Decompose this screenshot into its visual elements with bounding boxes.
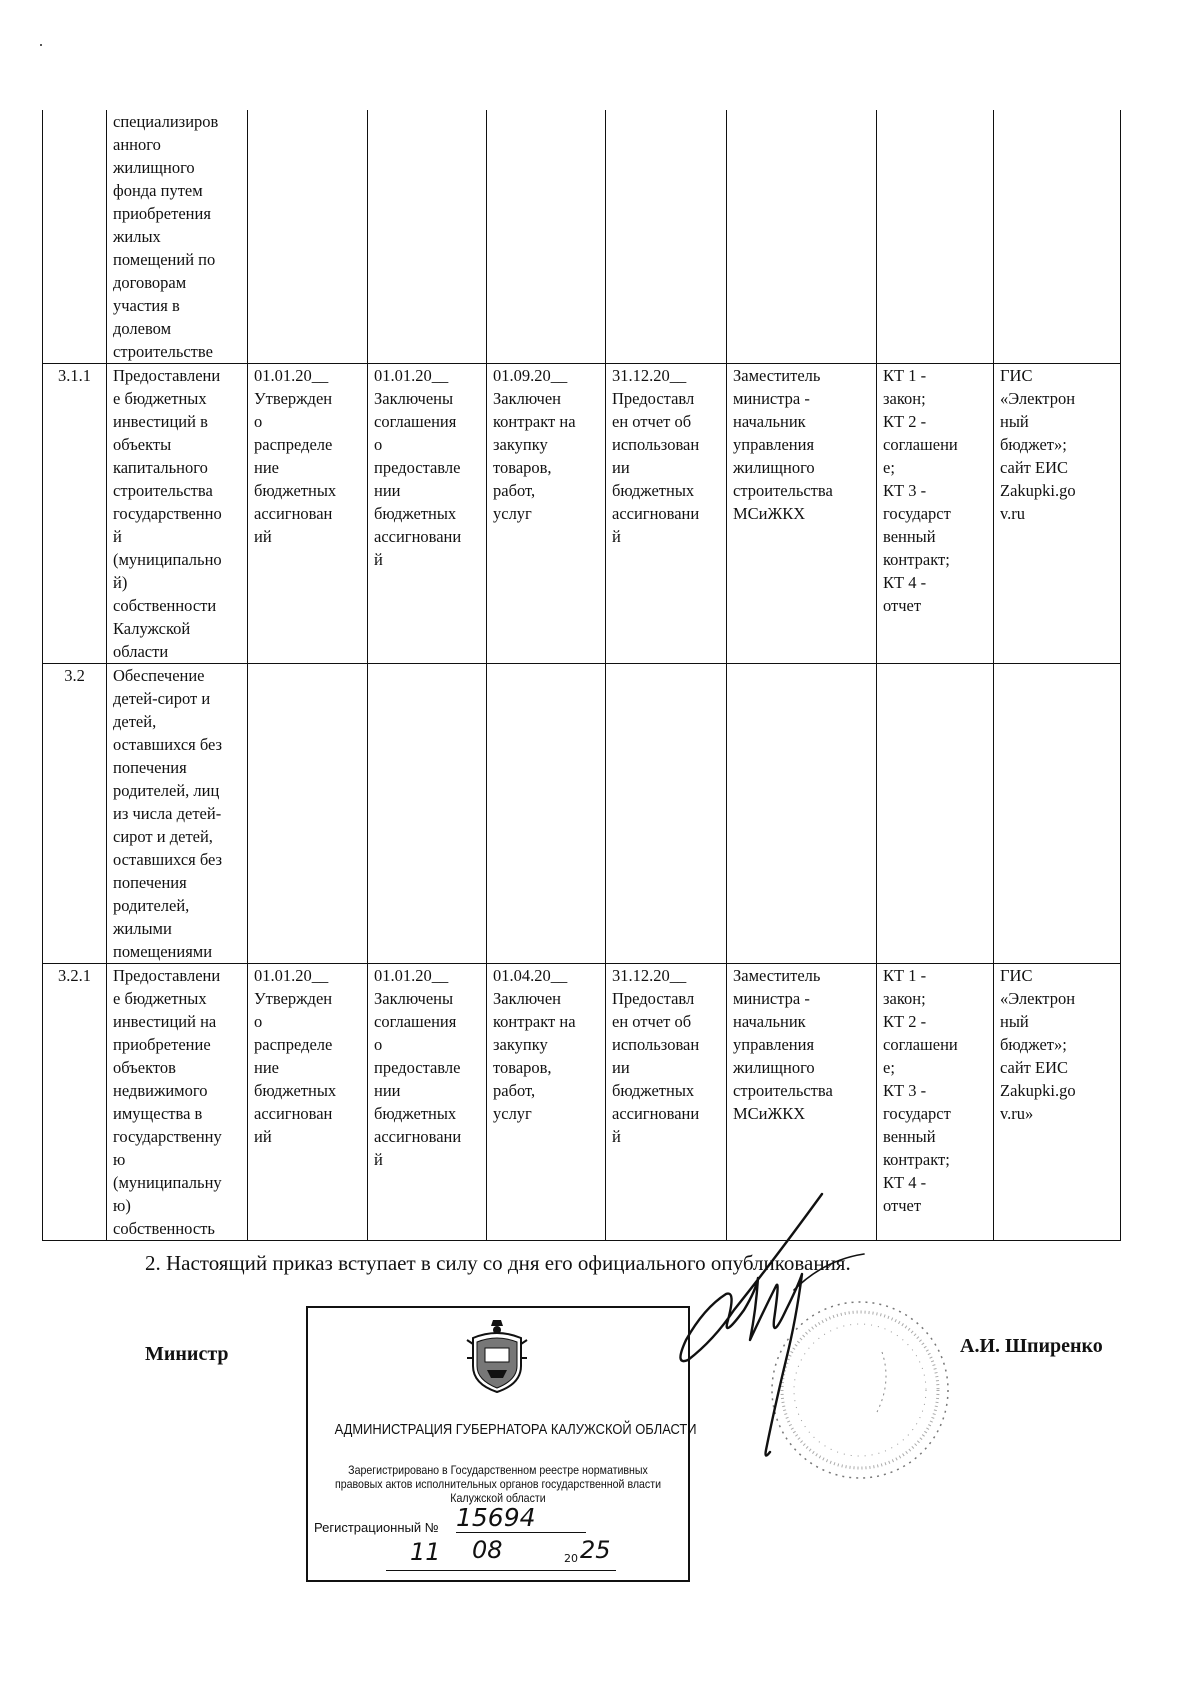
scan-speck	[40, 44, 42, 46]
verification-event-cell	[877, 664, 994, 964]
control-point-2-cell	[368, 110, 487, 364]
measure-name-text: специализиров анного жилищного фонда путем приобретения жилых помещений по договорам участия в долевом строительстве	[113, 112, 219, 361]
control-point-3-cell	[487, 664, 606, 964]
row-number-cell	[43, 364, 107, 664]
control-points-table	[42, 110, 1121, 1241]
stamp-date-month: 08	[472, 1536, 503, 1564]
control-point-2-cell	[368, 664, 487, 964]
measure-name-cell	[107, 364, 248, 664]
control-point-4-cell	[606, 664, 727, 964]
verification-event-cell	[877, 964, 994, 1241]
stamp-registration-date	[386, 1538, 616, 1571]
responsible-person-cell	[727, 364, 877, 664]
control-point-2-cell	[368, 364, 487, 664]
responsible-person-cell	[727, 110, 877, 364]
control-point-1-text: 01.01.20__ Утвержден о распределе ние бюджетных ассигнован ий	[254, 366, 337, 546]
stamp-date-prefix: 20	[564, 1552, 578, 1565]
row-number-text: 3.2	[64, 666, 85, 685]
control-point-4-cell	[606, 110, 727, 364]
stamp-registration-label: Регистрационный №	[314, 1520, 439, 1535]
stamp-registration-text: Зарегистрировано в Государственном реестре нормативных правовых актов исполнительных органов государственной власти Калужской области	[334, 1463, 662, 1505]
control-point-1-cell	[248, 364, 368, 664]
control-point-1-cell	[248, 664, 368, 964]
responsible-person-text: Заместитель министра - начальник управления жилищного строительства МСиЖКХ	[733, 366, 833, 523]
information-source-text: ГИС «Электрон ный бюджет»; сайт ЕИС Zakupki.go v.ru	[1000, 366, 1076, 523]
information-source-cell	[994, 364, 1121, 664]
stamp-date-year: 25	[580, 1536, 611, 1564]
verification-event-text: КТ 1 - закон; КТ 2 - соглашени е; КТ 3 - государст венный контракт; КТ 4 - отчет	[883, 366, 958, 615]
clause-effective-date: 2. Настоящий приказ вступает в силу со дня его официального опубликования.	[145, 1251, 851, 1275]
handwritten-signature	[664, 1190, 884, 1460]
control-point-3-cell	[487, 364, 606, 664]
verification-event-cell	[877, 364, 994, 664]
control-point-3-text: 01.09.20__ Заключен контракт на закупку товаров, работ, услуг	[493, 366, 576, 523]
control-point-1-text: 01.01.20__ Утвержден о распределе ние бюджетных ассигнован ий	[254, 966, 337, 1146]
coat-of-arms-icon	[465, 1318, 529, 1394]
verification-event-cell	[877, 110, 994, 364]
row-number-cell	[43, 664, 107, 964]
control-point-3-cell	[487, 964, 606, 1241]
information-source-cell	[994, 110, 1121, 364]
measure-name-cell	[107, 664, 248, 964]
control-point-4-text: 31.12.20__ Предоставл ен отчет об использован ии бюджетных ассигновани й	[612, 966, 700, 1146]
information-source-cell	[994, 964, 1121, 1241]
row-number-cell	[43, 110, 107, 364]
control-point-2-text: 01.01.20__ Заключены соглашения о предоставле нии бюджетных ассигновани й	[374, 366, 462, 569]
row-number-text: 3.2.1	[58, 966, 91, 985]
stamp-org-name: АДМИНИСТРАЦИЯ ГУБЕРНАТОРА КАЛУЖСКОЙ ОБЛАСТИ	[334, 1421, 697, 1438]
measure-name-text: Предоставлени е бюджетных инвестиций в объекты капитального строительства государственно й (муниципально й) собственности Калужской области	[113, 366, 222, 661]
control-point-4-cell	[606, 364, 727, 664]
measure-name-text: Предоставлени е бюджетных инвестиций на приобретение объектов недвижимого имущества в государственну ю (муниципальну ю) собственность	[113, 966, 222, 1238]
responsible-person-cell	[727, 664, 877, 964]
verification-event-text: КТ 1 - закон; КТ 2 - соглашени е; КТ 3 - государст венный контракт; КТ 4 - отчет	[883, 966, 958, 1215]
control-point-2-cell	[368, 964, 487, 1241]
measure-name-cell	[107, 964, 248, 1241]
control-point-1-cell	[248, 110, 368, 364]
row-number-text: 3.1.1	[58, 366, 91, 385]
stamp-date-day: 11	[410, 1538, 441, 1566]
measure-name-cell	[107, 110, 248, 364]
table-row	[43, 664, 1121, 964]
measure-name-text: Обеспечение детей-сирот и детей, оставшихся без попечения родителей, лиц из числа детей- сирот и детей, оставшихся без попечения родителей, жилыми помещениями	[113, 666, 223, 961]
table-row	[43, 964, 1121, 1241]
control-point-4-text: 31.12.20__ Предоставл ен отчет об использован ии бюджетных ассигновани й	[612, 366, 700, 546]
responsible-person-text: Заместитель министра - начальник управления жилищного строительства МСиЖКХ	[733, 966, 833, 1123]
registration-stamp	[306, 1306, 697, 1582]
information-source-text: ГИС «Электрон ный бюджет»; сайт ЕИС Zakupki.go v.ru»	[1000, 966, 1076, 1123]
stamp-registration-number: 15694	[456, 1504, 586, 1533]
control-point-2-text: 01.01.20__ Заключены соглашения о предоставле нии бюджетных ассигновани й	[374, 966, 462, 1169]
information-source-cell	[994, 664, 1121, 964]
control-point-1-cell	[248, 964, 368, 1241]
table-row	[43, 110, 1121, 364]
minister-name: А.И. Шпиренко	[960, 1335, 1103, 1357]
control-point-3-cell	[487, 110, 606, 364]
minister-title: Министр	[145, 1343, 229, 1365]
control-point-3-text: 01.04.20__ Заключен контракт на закупку товаров, работ, услуг	[493, 966, 576, 1123]
row-number-cell	[43, 964, 107, 1241]
table-row	[43, 364, 1121, 664]
